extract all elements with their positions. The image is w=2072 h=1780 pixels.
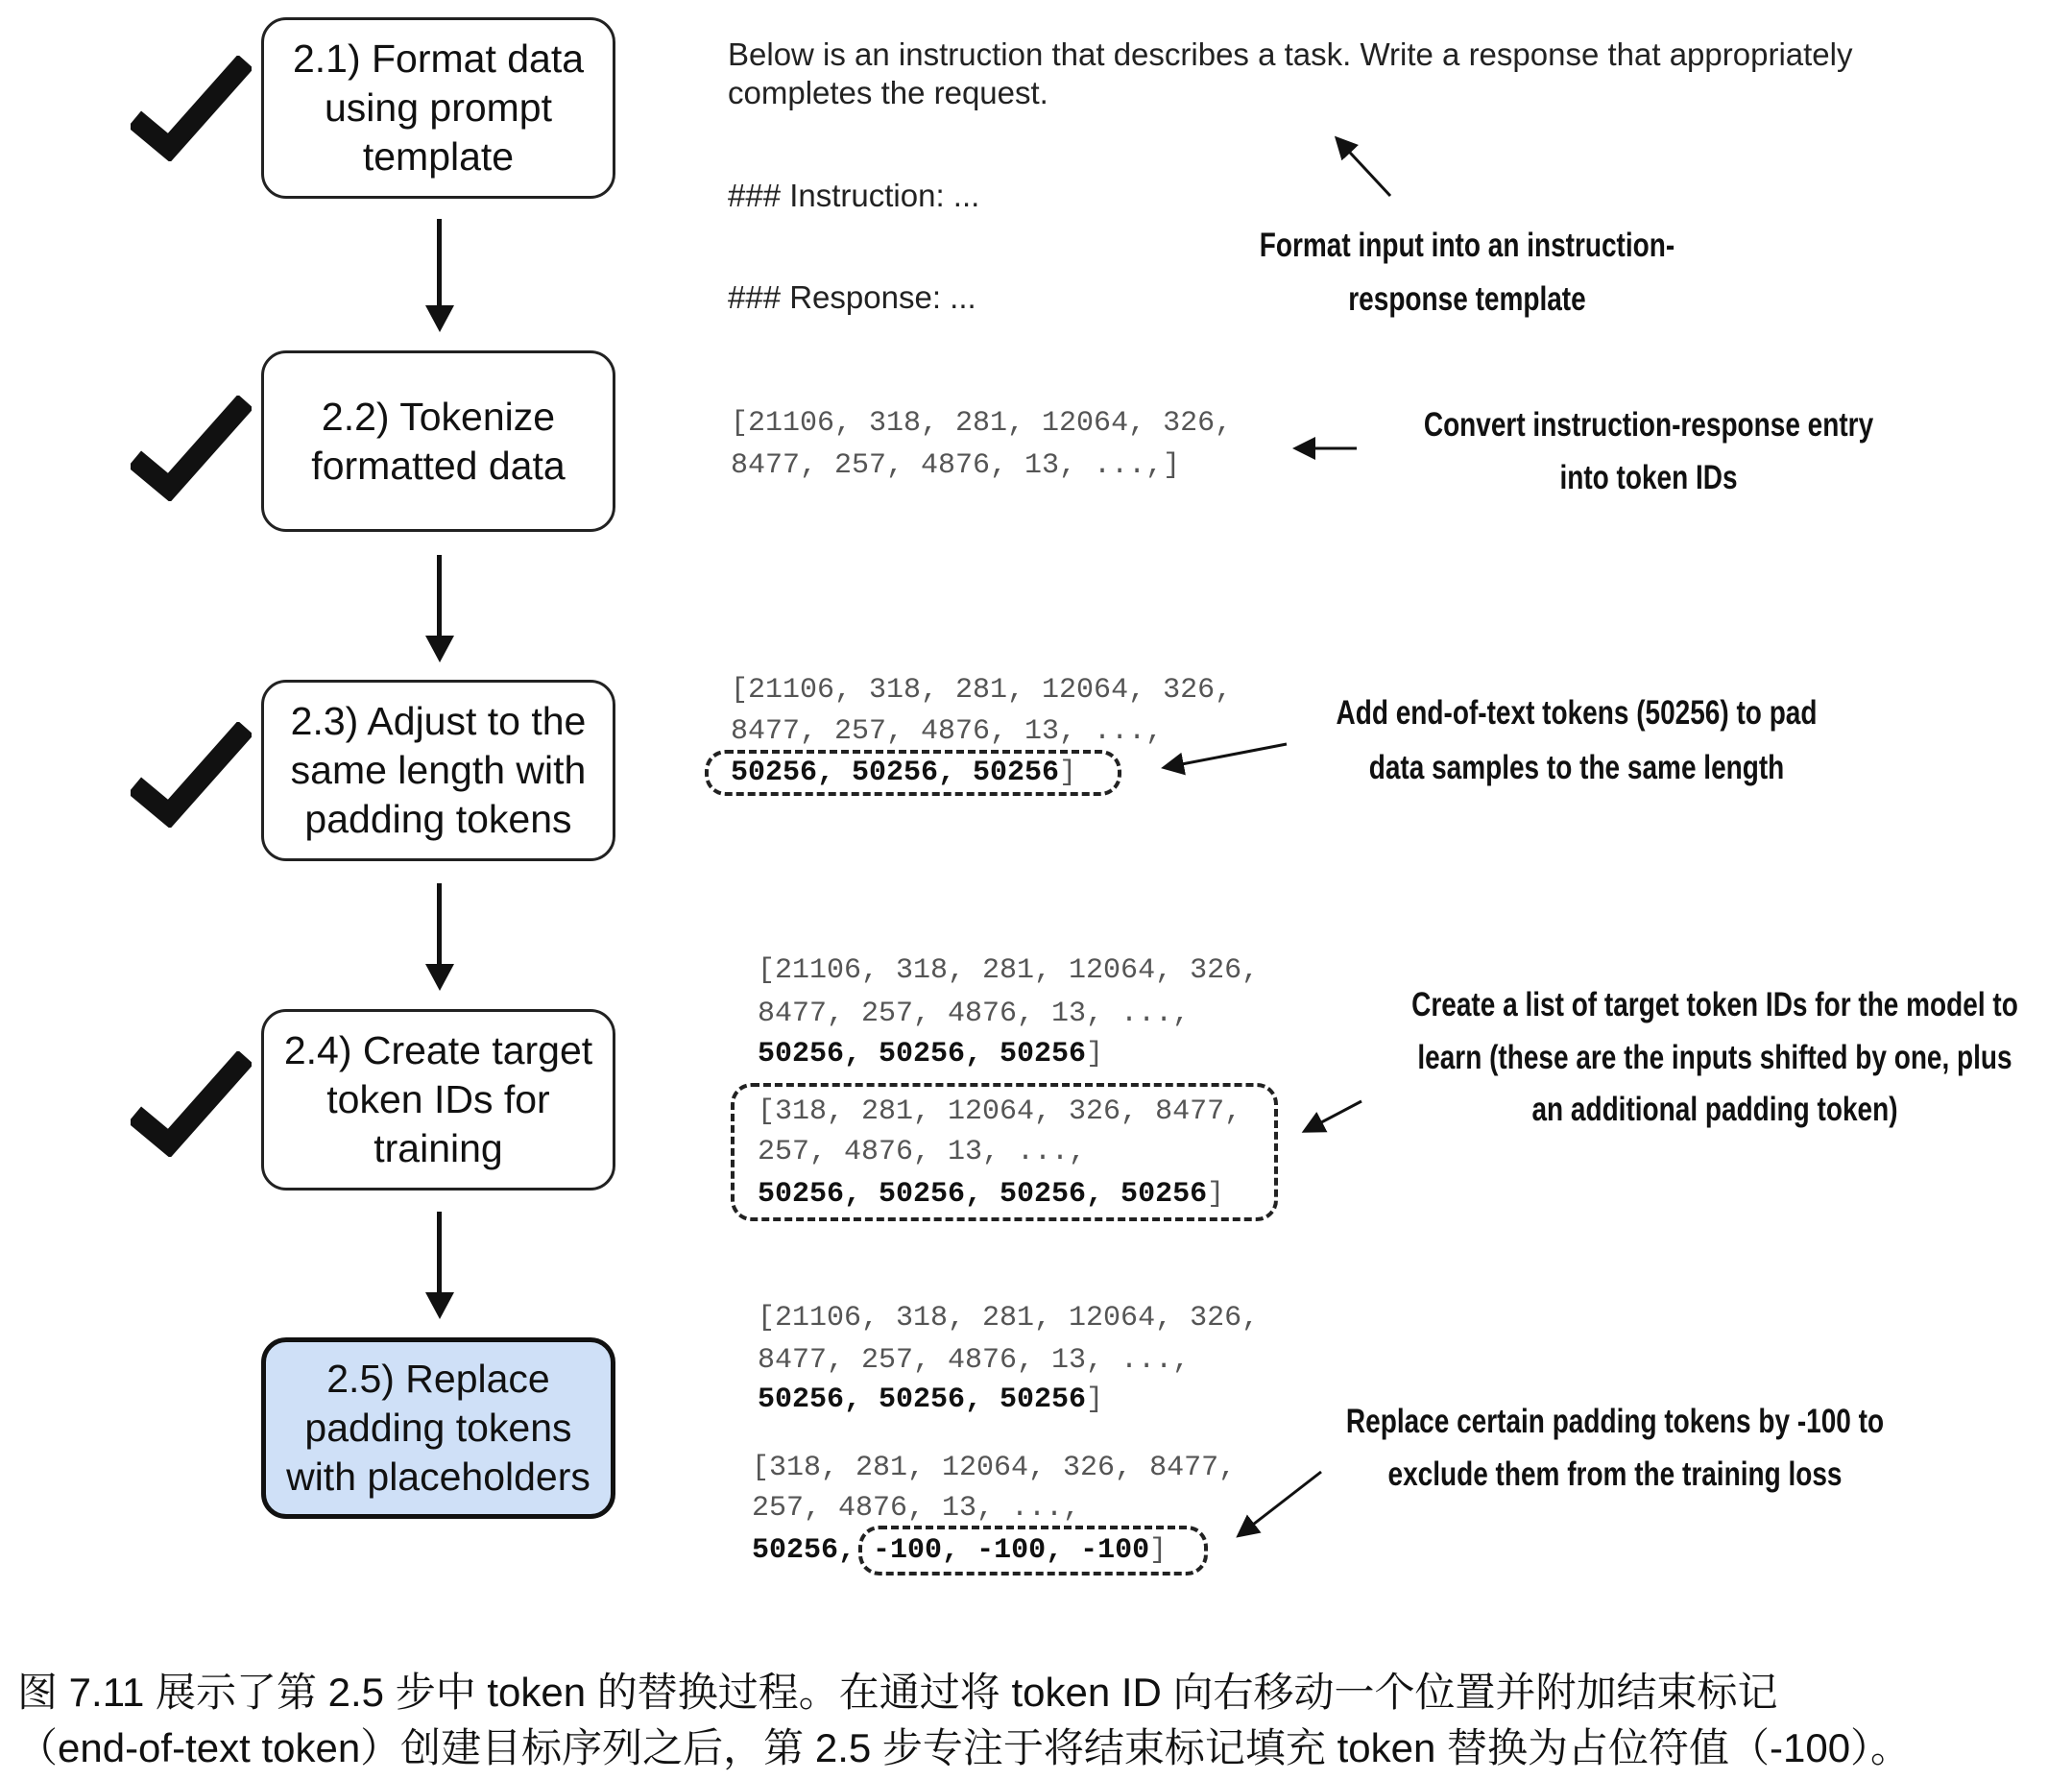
padding-tokens: 50256, 50256, 50256 — [758, 1038, 1087, 1070]
step-label: same length with — [290, 748, 587, 792]
step-label: template — [362, 134, 515, 179]
caption-line-1: 图 7.11 展示了第 2.5 步中 token 的替换过程。在通过将 token ID 向右移动一个位置并附加结束标记 — [17, 1670, 1778, 1715]
token-ids-line: [21106, 318, 281, 12064, 326, — [731, 674, 1233, 707]
token-ids-line: 8477, 257, 4876, 13, ..., — [758, 998, 1191, 1030]
token-ids-line: 8477, 257, 4876, 13, ..., — [758, 1344, 1191, 1377]
annotation-format: Format input into an instruction- — [1259, 227, 1675, 264]
step-label: using prompt — [324, 85, 552, 130]
annotation-arrow — [1241, 1472, 1321, 1534]
step-label: 2.5) Replace — [326, 1357, 550, 1401]
template-line-1: Below is an instruction that describes a task. Write a response that appropriately — [728, 36, 1853, 72]
caption-line-2: （end-of-text token）创建目标序列之后，第 2.5 步专注于将结束标记填充 token 替换为占位符值（-100）。 — [17, 1725, 1912, 1770]
annotation-replace: exclude them from the training loss — [1387, 1455, 1843, 1493]
step-label: 2.3) Adjust to the — [290, 699, 587, 743]
template-response: ### Response: ... — [728, 279, 976, 315]
step-label: with placeholders — [286, 1455, 590, 1499]
annotation-arrow — [1307, 1101, 1361, 1130]
annotation-tokenize: into token IDs — [1559, 459, 1738, 496]
annotation-pad: Add end-of-text tokens (50256) to pad — [1336, 694, 1818, 732]
token-ids-line: 8477, 257, 4876, 13, ...,] — [731, 449, 1181, 482]
padding-token: 50256, — [752, 1534, 856, 1567]
target-ids-line: [318, 281, 12064, 326, 8477, — [758, 1095, 1242, 1128]
placeholder-tokens: -100, -100, -100 — [873, 1534, 1150, 1567]
step-label: 2.4) Create target — [283, 1028, 593, 1072]
template-instruction: ### Instruction: ... — [728, 178, 980, 213]
annotation-target: Create a list of target token IDs for the model to — [1411, 986, 2018, 1023]
token-ids-line: [21106, 318, 281, 12064, 326, — [758, 954, 1260, 987]
token-ids-line: [21106, 318, 281, 12064, 326, — [731, 407, 1233, 440]
step-label: padding tokens — [304, 1406, 572, 1450]
step-label: 2.1) Format data — [292, 36, 585, 81]
step-label: 2.2) Tokenize — [321, 394, 556, 439]
annotation-pad: data samples to the same length — [1368, 749, 1785, 786]
step-label: padding tokens — [304, 797, 572, 841]
annotation-tokenize: Convert instruction-response entry — [1423, 406, 1874, 444]
padding-tokens: 50256, 50256, 50256 — [731, 757, 1060, 789]
bracket: ] — [1059, 757, 1077, 789]
bracket: ] — [1207, 1178, 1225, 1211]
bracket: ] — [1086, 1038, 1104, 1070]
step-label: training — [373, 1126, 503, 1170]
bracket: ] — [1086, 1383, 1104, 1416]
padding-tokens: 50256, 50256, 50256 — [758, 1383, 1087, 1416]
annotation-replace: Replace certain padding tokens by -100 to — [1345, 1403, 1885, 1440]
padding-tokens: 50256, 50256, 50256, 50256 — [758, 1178, 1208, 1211]
annotation-target: an additional padding token) — [1531, 1091, 1898, 1128]
annotation-arrow — [1338, 140, 1390, 196]
step-label: token IDs for — [326, 1077, 550, 1121]
template-line-2: completes the request. — [728, 75, 1048, 110]
annotation-target: learn (these are the inputs shifted by one, plus — [1417, 1039, 2012, 1076]
annotation-format: response template — [1348, 280, 1586, 318]
annotation-arrow — [1167, 744, 1287, 767]
bracket: ] — [1149, 1534, 1168, 1567]
target-ids-line: 257, 4876, 13, ..., — [758, 1136, 1087, 1168]
target-ids-line: 257, 4876, 13, ..., — [752, 1492, 1081, 1525]
token-ids-line: 8477, 257, 4876, 13, ..., — [731, 715, 1164, 748]
target-ids-line: [318, 281, 12064, 326, 8477, — [752, 1452, 1237, 1484]
step-label: formatted data — [311, 443, 566, 488]
token-ids-line: [21106, 318, 281, 12064, 326, — [758, 1302, 1260, 1335]
